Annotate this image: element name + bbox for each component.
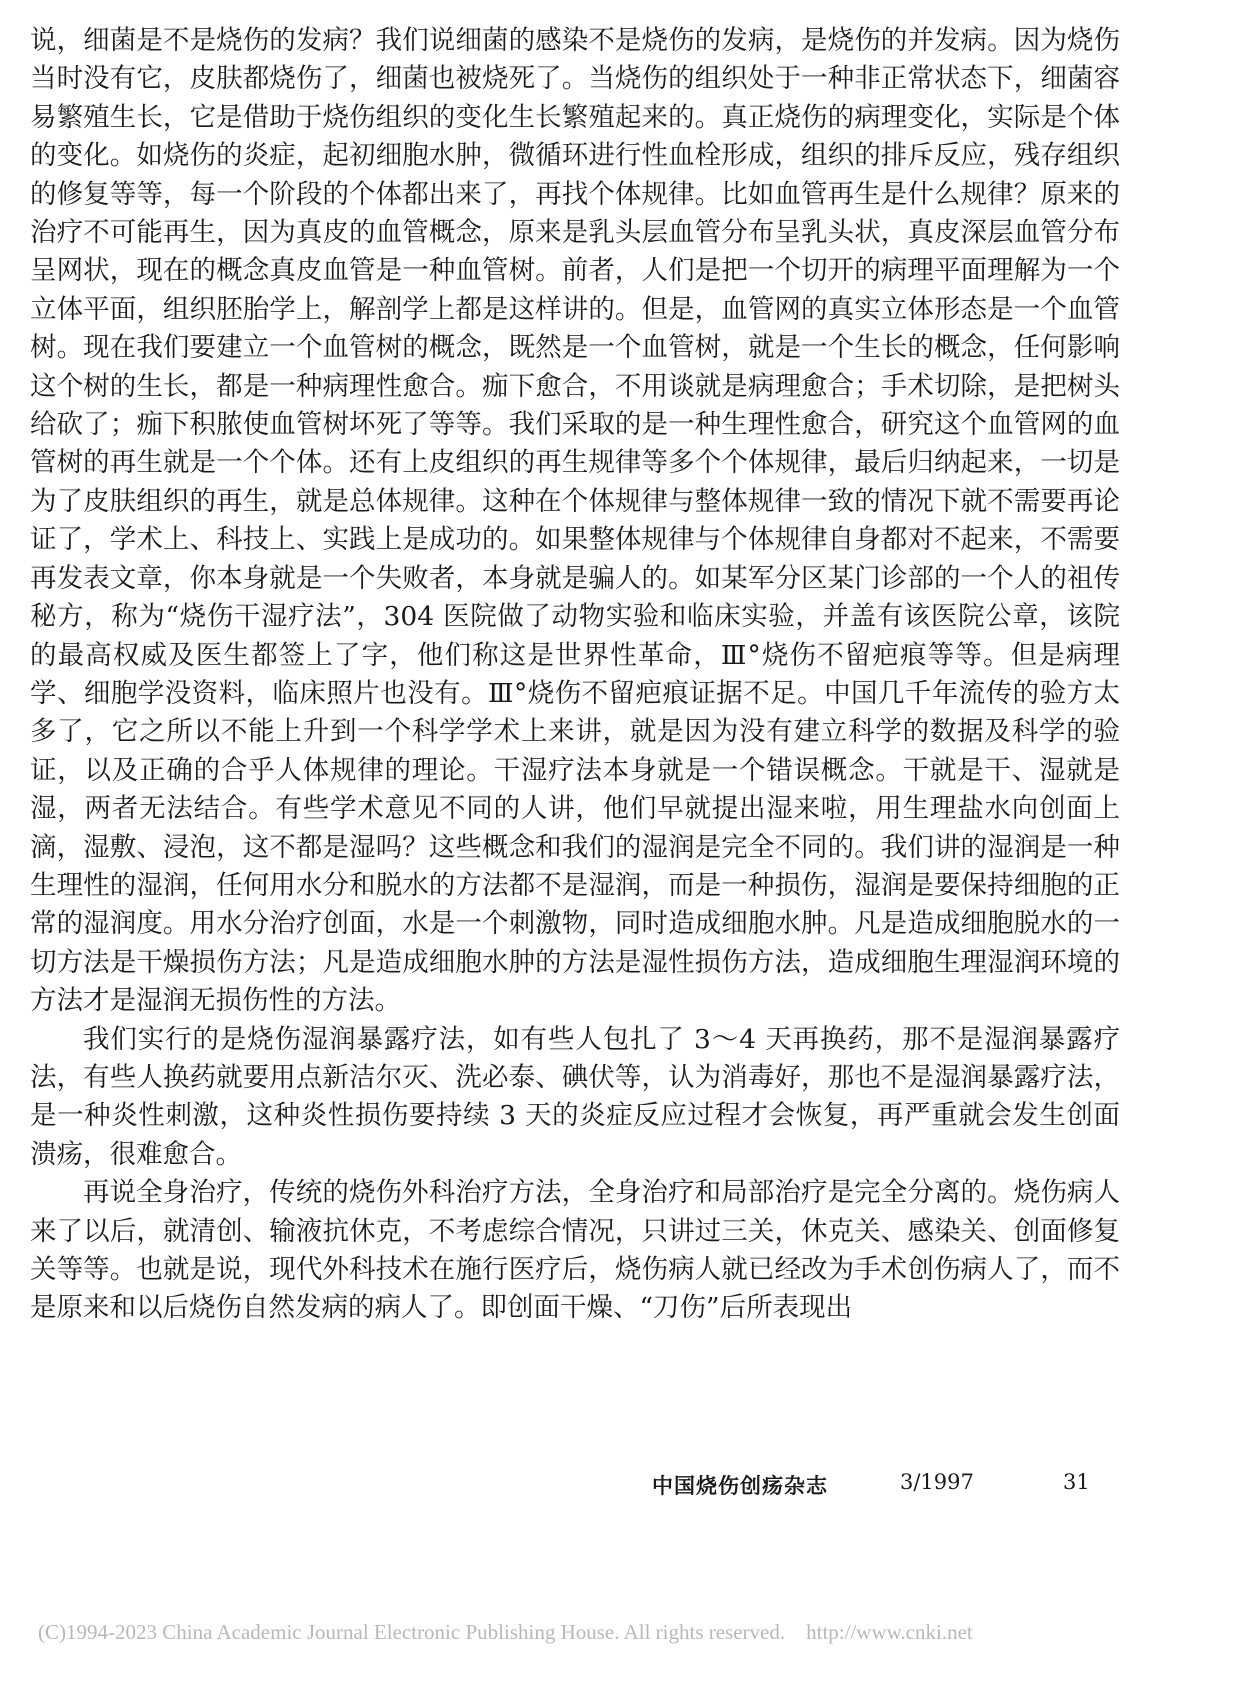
copyright-text: (C)1994-2023 China Academic Journal Electronic Publishing House. All rights reserved.: [38, 1620, 786, 1644]
copyright-watermark: [38, 1620, 973, 1645]
paragraph-2: 我们实行的是烧伤湿润暴露疗法，如有些人包扎了 3～4 天再换药，那不是湿润暴露疗法，有些人换药就要用点新洁尔灭、洗必泰、碘伏等，认为消毒好，那也不是湿润暴露疗法，是一种炎性刺激，这种炎性损伤要持续 3 天的炎症反应过程才会恢复，再严重就会发生创面溃疡，很难愈合。: [30, 1023, 1120, 1170]
cnki-link[interactable]: http://www.cnki.net: [806, 1620, 973, 1644]
paragraph-1: 说，细菌是不是烧伤的发病？我们说细菌的感染不是烧伤的发病，是烧伤的并发病。因为烧伤当时没有它，皮肤都烧伤了，细菌也被烧死了。当烧伤的组织处于一种非正常状态下，细菌容易繁殖生长，它是借助于烧伤组织的变化生长繁殖起来的。真正烧伤的病理变化，实际是个体的变化。如烧伤的炎症，起初细胞水肿，微循环进行性血栓形成，组织的排斥反应，残存组织的修复等等，每一个阶段的个体都出来了，再找个体规律。比如血管再生是什么规律？原来的治疗不可能再生，因为真皮的血管概念，原来是乳头层血管分布呈乳头状，真皮深层血管分布呈网状，现在的概念真皮血管是一种血管树。前者，人们是把一个切开的病理平面理解为一个立体平面，组织胚胎学上，解剖学上都是这样讲的。但是，血管网的真实立体形态是一个血管树。现在我们要建立一个血管树的概念，既然是一个血管树，就是一个生长的概念，任何影响这个树的生长，都是一种病理性愈合。痂下愈合，不用谈就是病理愈合；手术切除，是把树头给砍了；痂下积脓使血管树坏死了等等。我们采取的是一种生理性愈合，研究这个血管网的血管树的再生就是一个个体。还有上皮组织的再生规律等多个个体规律，最后归纳起来，一切是为了皮肤组织的再生，就是总体规律。这种在个体规律与整体规律一致的情况下就不需要再论证了，学术上、科技上、实践上是成功的。如果整体规律与个体规律自身都对不起来，不需要再发表文章，你本身就是一个失败者，本身就是骗人的。如某军分区某门诊部的一个人的祖传秘方，称为“烧伤干湿疗法”，304 医院做了动物实验和临床实验，并盖有该医院公章，该院的最高权威及医生都签上了字，他们称这是世界性革命，Ⅲ°烧伤不留疤痕等等。但是病理学、细胞学没资料，临床照片也没有。Ⅲ°烧伤不留疤痕证据不足。中国几千年流传的验方太多了，它之所以不能上升到一个科学学术上来讲，就是因为没有建立科学的数据及科学的验证，以及正确的合乎人体规律的理论。干湿疗法本身就是一个错误概念。干就是干、湿就是湿，两者无法结合。有些学术意见不同的人讲，他们早就提出湿来啦，用生理盐水向创面上滴，湿敷、浸泡，这不都是湿吗？这些概念和我们的湿润是完全不同的。我们讲的湿润是一种生理性的湿润，任何用水分和脱水的方法都不是湿润，而是一种损伤，湿润是要保持细胞的正常的湿润度。用水分治疗创面，水是一个刺激物，同时造成细胞水肿。凡是造成细胞脱水的一切方法是干燥损伤方法；凡是造成细胞水肿的方法是湿性损伤方法，造成细胞生理湿润环境的方法才是湿润无损伤性的方法。: [30, 25, 1120, 1017]
journal-name: 中国烧伤创疡杂志: [652, 1473, 828, 1498]
paragraph-3: 再说全身治疗，传统的烧伤外科治疗方法，全身治疗和局部治疗是完全分离的。烧伤病人来了以后，就清创、输液抗休克，不考虑综合情况，只讲过三关，休克关、感染关、创面修复关等等。也就是说，现代外科技术在施行医疗后，烧伤病人就已经改为手术创伤病人了，而不是原来和以后烧伤自然发病的病人了。即创面干燥、“刀伤”后所表现出: [30, 1177, 1120, 1324]
journal-issue: 3/1997: [900, 1470, 974, 1494]
article-body: [30, 22, 1120, 1328]
page-number: 31: [1063, 1470, 1090, 1494]
